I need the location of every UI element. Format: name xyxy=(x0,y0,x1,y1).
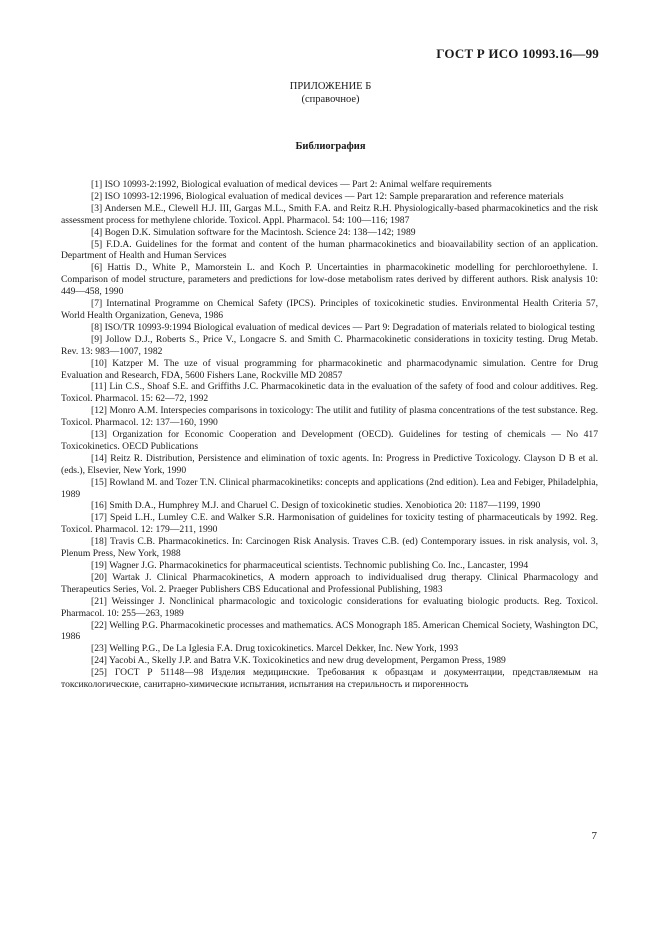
page-number: 7 xyxy=(591,830,597,842)
reference-item: [18] Travis C.B. Pharmacokinetics. In: Carcinogen Risk Analysis. Traves C.B. (ed) Contemporary issues. in risk analysis, vol. 3, Plenum Press, New York, 1988 xyxy=(61,536,598,560)
reference-item: [13] Organization for Economic Cooperation and Development (OECD). Guidelines for testing of chemicals — No 417 Toxicokinetics. OECD Publications xyxy=(61,429,598,452)
reference-item: [3] Andersen M.E., Clewell H.J. III, Gargas M.L., Smith F.A. and Reitz R.H. Physiologically-based pharmacokinetics and the risk assessment process for methylene chloride. Toxicol. Appl. Pharmacol. 54: 100—116; 1987 xyxy=(61,202,598,226)
reference-item: [15] Rowland M. and Tozer T.N. Clinical pharmacokinetiks: concepts and applications (2nd edition). Lea and Febiger, Philadelphia, 1989 xyxy=(61,476,598,500)
appendix-heading xyxy=(0,80,661,106)
reference-item: [4] Bogen D.K. Simulation software for the Macintosh. Science 24: 138—142; 1989 xyxy=(91,226,416,238)
reference-item: [25] ГОСТ Р 51148—98 Изделия медицинские. Требования к образцам и документации, представляемым на токсикологические, санитарно-химические испытания, испытания на стерильность и пирогенность xyxy=(61,667,598,691)
reference-item: [1] ISO 10993-2:1992, Biological evaluation of medical devices — Part 2: Animal welfare requirements xyxy=(91,179,492,190)
reference-item: [2] ISO 10993-12:1996, Biological evaluation of medical devices — Part 12: Sample prepararation and reference materials xyxy=(91,190,564,202)
reference-item: [14] Reitz R. Distribution, Persistence and elimination of toxic agents. In: Progress in Predictive Toxicology. Clayson D B et al. (eds.), Elsevier, New York, 1990 xyxy=(61,452,598,476)
reference-item: [6] Hattis D., White P., Mamorstein L. and Koch P. Uncertainties in pharmacokinetic modelling for perchloroethylene. I. Comparison of model structure, parameters and predictions for low-dose metabolism rates derived by different authors. Risk analysis 10: 449—458, 1990 xyxy=(61,262,598,298)
reference-item: [5] F.D.A. Guidelines for the format and content of the human pharmacokinetics and bioavailability section of an application. Department of Health and Human Services xyxy=(61,238,598,262)
reference-item: [22] Welling P.G. Pharmacokinetic processes and mathematics. ACS Monograph 185. American Chemical Society, Washington DC, 1986 xyxy=(61,619,598,643)
reference-item: [20] Wartak J. Clinical Pharmacokinetics, A modern approach to individualised drug therapy. Clinical Pharmacology and Therapeutics Series, Vol. 2. Praeger Publishers CBS Educational and Professional Publishing, 1983 xyxy=(61,571,598,595)
reference-list xyxy=(61,179,598,691)
reference-item: [16] Smith D.A., Humphrey M.J. and Charuel C. Design of toxicokinetic studies. Xenobiotica 20: 1187—1199, 1990 xyxy=(91,500,541,512)
reference-item: [23] Welling P.G., De La Iglesia F.A. Drug toxicokinetics. Marcel Dekker, Inc. New York, 1993 xyxy=(91,643,459,655)
appendix-note: (справочное) xyxy=(301,94,360,105)
reference-item: [7] Internatinal Programme on Chemical Safety (IPCS). Principles of toxicokinetic studies. Environmental Health Criteria 57, World Health Organization, Geneva, 1986 xyxy=(61,298,598,321)
reference-item: [17] Speid L.H., Lumley C.E. and Walker S.R. Harmonisation of guidelines for toxicity testing of pharmaceuticals by 1992. Reg. Toxicol. Pharmacol. 12: 179—211, 1990 xyxy=(61,512,598,536)
appendix-label: ПРИЛОЖЕНИЕ Б xyxy=(289,81,372,92)
standard-header: ГОСТ Р ИСО 10993.16—99 xyxy=(436,46,599,61)
reference-item: [12] Monro A.M. Interspecies comparisons in toxicology: The utilit and futility of plasma concentrations of the test substance. Reg. Toxicol. Pharmacol. 12: 137—160, 1990 xyxy=(61,405,598,429)
reference-item: [8] ISO/TR 10993-9:1994 Biological evaluation of medical devices — Part 9: Degradation of materials related to biological testing xyxy=(91,321,595,333)
reference-item: [21] Weissinger J. Nonclinical pharmacologic and toxicologic considerations for evaluating biologic products. Reg. Toxicol. Pharmacol. 10: 255—263, 1989 xyxy=(61,595,598,619)
reference-item: [19] Wagner J.G. Pharmacokinetics for pharmaceutical scientists. Technomic publishing Co. Inc., Lancaster, 1994 xyxy=(91,560,529,571)
reference-item: [11] Lin C.S., Shoaf S.E. and Griffiths J.C. Pharmacokinetic data in the evaluation of the safety of food and colour additives. Reg. Toxicol. Pharmacol. 15: 62—72, 1992 xyxy=(61,381,598,405)
bibliography-title: Библиография xyxy=(295,141,366,152)
reference-item: [24] Yacobi A., Skelly J.P. and Batra V.K. Toxicokinetics and new drug development, Pergamon Press, 1989 xyxy=(91,655,506,667)
reference-item: [9] Jollow D.J., Roberts S., Price V., Longacre S. and Smith C. Pharmacokinetic considerations in toxicity testing. Drug Metab. Rev. 13: 983—1007, 1982 xyxy=(61,333,598,357)
reference-item: [10] Katzper M. The uze of visual programming for pharmacokinetic and pharmacodynamic simulation. Centre for Drug Evaluation and Research, FDA, 5600 Fishers Lane, Rockville MD 20857 xyxy=(61,357,598,381)
